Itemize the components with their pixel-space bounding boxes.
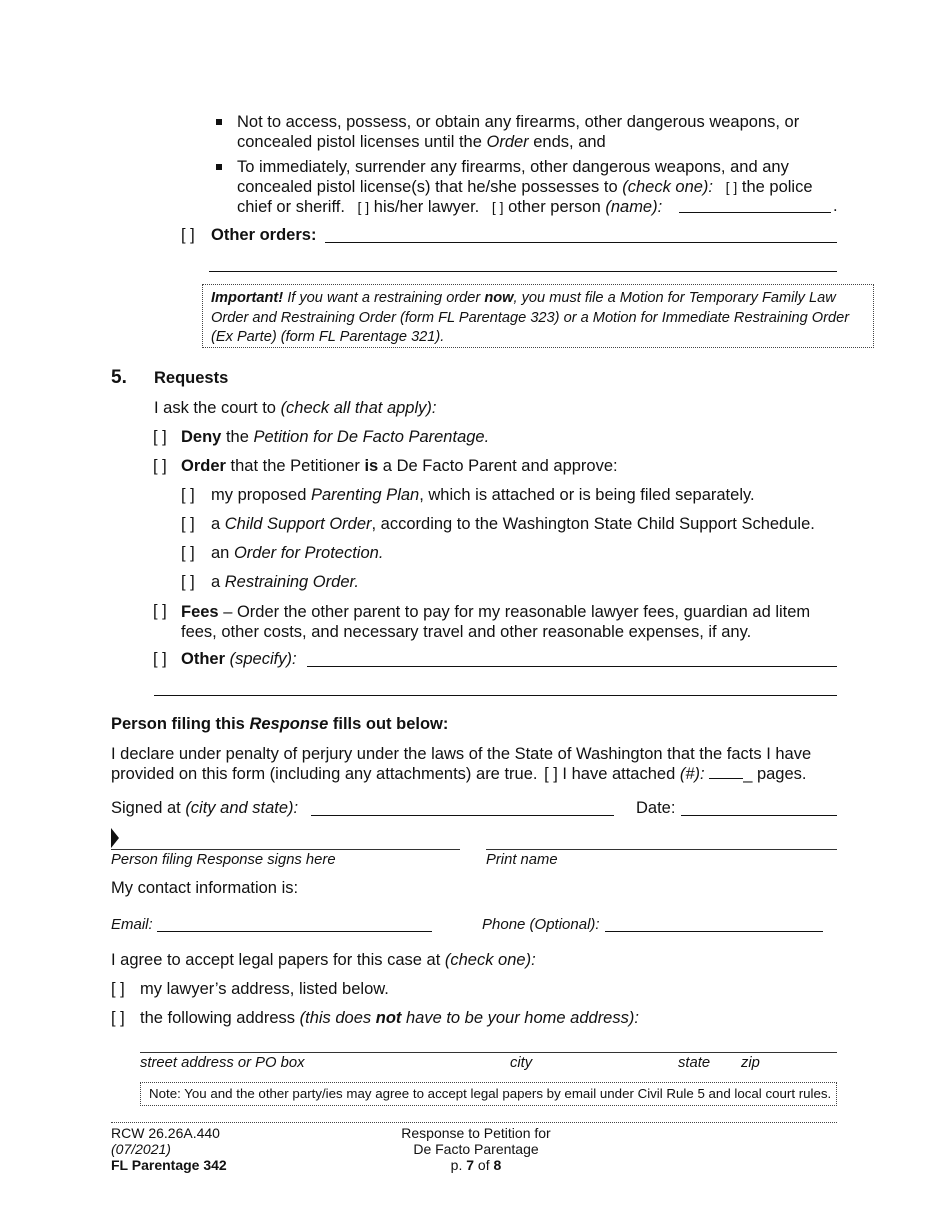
email-label: Email: bbox=[111, 916, 153, 933]
checkbox-restraining-order[interactable]: [ ] bbox=[181, 573, 195, 591]
other-orders-label: Other orders: bbox=[211, 226, 317, 244]
address-city-label: city bbox=[510, 1055, 533, 1071]
restraining-order-text: a Restraining Order. bbox=[211, 573, 359, 591]
checkbox-order[interactable]: [ ] bbox=[153, 457, 167, 475]
footer-center: Response to Petition for De Facto Parentage p. 7 of 8 bbox=[401, 1125, 551, 1173]
checkbox-fees[interactable]: [ ] bbox=[153, 602, 167, 620]
footer-divider bbox=[111, 1122, 837, 1123]
pages-count-field[interactable] bbox=[709, 766, 743, 779]
date-field[interactable] bbox=[681, 815, 837, 816]
firearms-bullet-2: To immediately, surrender any firearms, other dangerous weapons, and any concealed pistol license(s) that he/she possesses to (check one): [ ] the police chief or sheriff. [ ] his/her lawyer. [ ] other person (name): bbox=[237, 158, 813, 216]
checkbox-other-person[interactable]: [ ] bbox=[491, 199, 504, 215]
footer-left: RCW 26.26A.440 (07/2021) FL Parentage 342 bbox=[111, 1125, 227, 1173]
address-state-label: state bbox=[678, 1055, 711, 1071]
checkbox-attached[interactable]: [ ] bbox=[544, 765, 558, 783]
address-street-label: street address or PO box bbox=[140, 1055, 305, 1071]
declaration: I declare under penalty of perjury under the laws of the State of Washington that the facts I have provided on this form (including any attachments) are true. [ ] I have attached (#): _ pages. bbox=[111, 745, 812, 783]
checkbox-child-support[interactable]: [ ] bbox=[181, 515, 195, 533]
other-text: Other (specify): bbox=[181, 650, 297, 668]
fees-text: Fees – Order the other parent to pay for my reasonable lawyer fees, guardian ad litem fees, other costs, and necessary travel and other reasonable expenses, if any. bbox=[181, 603, 811, 641]
date-label: Date: bbox=[636, 799, 676, 817]
phone-field[interactable] bbox=[605, 931, 823, 932]
checkbox-other[interactable]: [ ] bbox=[153, 650, 167, 668]
checkbox-deny[interactable]: [ ] bbox=[153, 428, 167, 446]
section-title: Requests bbox=[154, 369, 229, 387]
order-protection-text: an Order for Protection. bbox=[211, 544, 384, 562]
deny-text: Deny the Petition for De Facto Parentage. bbox=[181, 428, 490, 446]
lawyer-address-text: my lawyer’s address, listed below. bbox=[140, 980, 389, 998]
checkbox-order-protection[interactable]: [ ] bbox=[181, 544, 195, 562]
signature-heading: Person filing this Response fills out below: bbox=[111, 715, 449, 733]
signed-at-label: Signed at (city and state): bbox=[111, 799, 299, 817]
bullet-marker bbox=[216, 119, 222, 125]
address-field[interactable] bbox=[140, 1052, 837, 1053]
firearms-bullet-1: Not to access, possess, or obtain any firearms, other dangerous weapons, or concealed pistol licenses until the Order ends, and bbox=[237, 113, 800, 151]
print-name-field[interactable] bbox=[486, 849, 837, 850]
agree-text: I agree to accept legal papers for this case at (check one): bbox=[111, 951, 536, 969]
period: . bbox=[833, 197, 838, 215]
other-orders-checkbox[interactable]: [ ] bbox=[181, 226, 195, 244]
address-zip-label: zip bbox=[741, 1055, 760, 1071]
signature-field[interactable] bbox=[111, 849, 460, 850]
other-specify-field-1[interactable] bbox=[307, 666, 837, 667]
contact-heading: My contact information is: bbox=[111, 879, 299, 897]
child-support-text: a Child Support Order, according to the Washington State Child Support Schedule. bbox=[211, 515, 815, 533]
parenting-plan-text: my proposed Parenting Plan, which is attached or is being filed separately. bbox=[211, 486, 755, 504]
sign-arrow-icon bbox=[111, 828, 121, 848]
print-name-label: Print name bbox=[486, 852, 558, 868]
bullet-marker bbox=[216, 164, 222, 170]
other-orders-field-1[interactable] bbox=[325, 242, 837, 243]
checkbox-parenting-plan[interactable]: [ ] bbox=[181, 486, 195, 504]
email-field[interactable] bbox=[157, 931, 432, 932]
following-address-text: the following address (this does not have to be your home address): bbox=[140, 1009, 639, 1027]
checkbox-lawyer-address[interactable]: [ ] bbox=[111, 980, 125, 998]
checkbox-police[interactable]: [ ] bbox=[725, 179, 738, 195]
other-specify-field-2[interactable] bbox=[154, 695, 837, 696]
important-notice: Important! If you want a restraining order now, you must file a Motion for Temporary Family Law Order and Restraining Order (form FL Parentage 323) or a Motion for Immediate Restraining Order (Ex Parte) (form FL Parentage 321). bbox=[202, 284, 874, 348]
section-number: 5. bbox=[111, 367, 127, 388]
checkbox-following-address[interactable]: [ ] bbox=[111, 1009, 125, 1027]
order-text: Order that the Petitioner is a De Facto Parent and approve: bbox=[181, 457, 618, 475]
signed-at-field[interactable] bbox=[311, 815, 614, 816]
checkbox-lawyer[interactable]: [ ] bbox=[357, 199, 370, 215]
requests-intro: I ask the court to (check all that apply): bbox=[154, 399, 437, 417]
other-person-name-field[interactable] bbox=[679, 212, 831, 213]
email-service-note: Note: You and the other party/ies may agree to accept legal papers by email under Civil Rule 5 and local court rules. bbox=[140, 1082, 837, 1106]
signs-here-label: Person filing Response signs here bbox=[111, 852, 336, 868]
phone-label: Phone (Optional): bbox=[482, 916, 600, 933]
other-orders-field-2[interactable] bbox=[209, 271, 837, 272]
